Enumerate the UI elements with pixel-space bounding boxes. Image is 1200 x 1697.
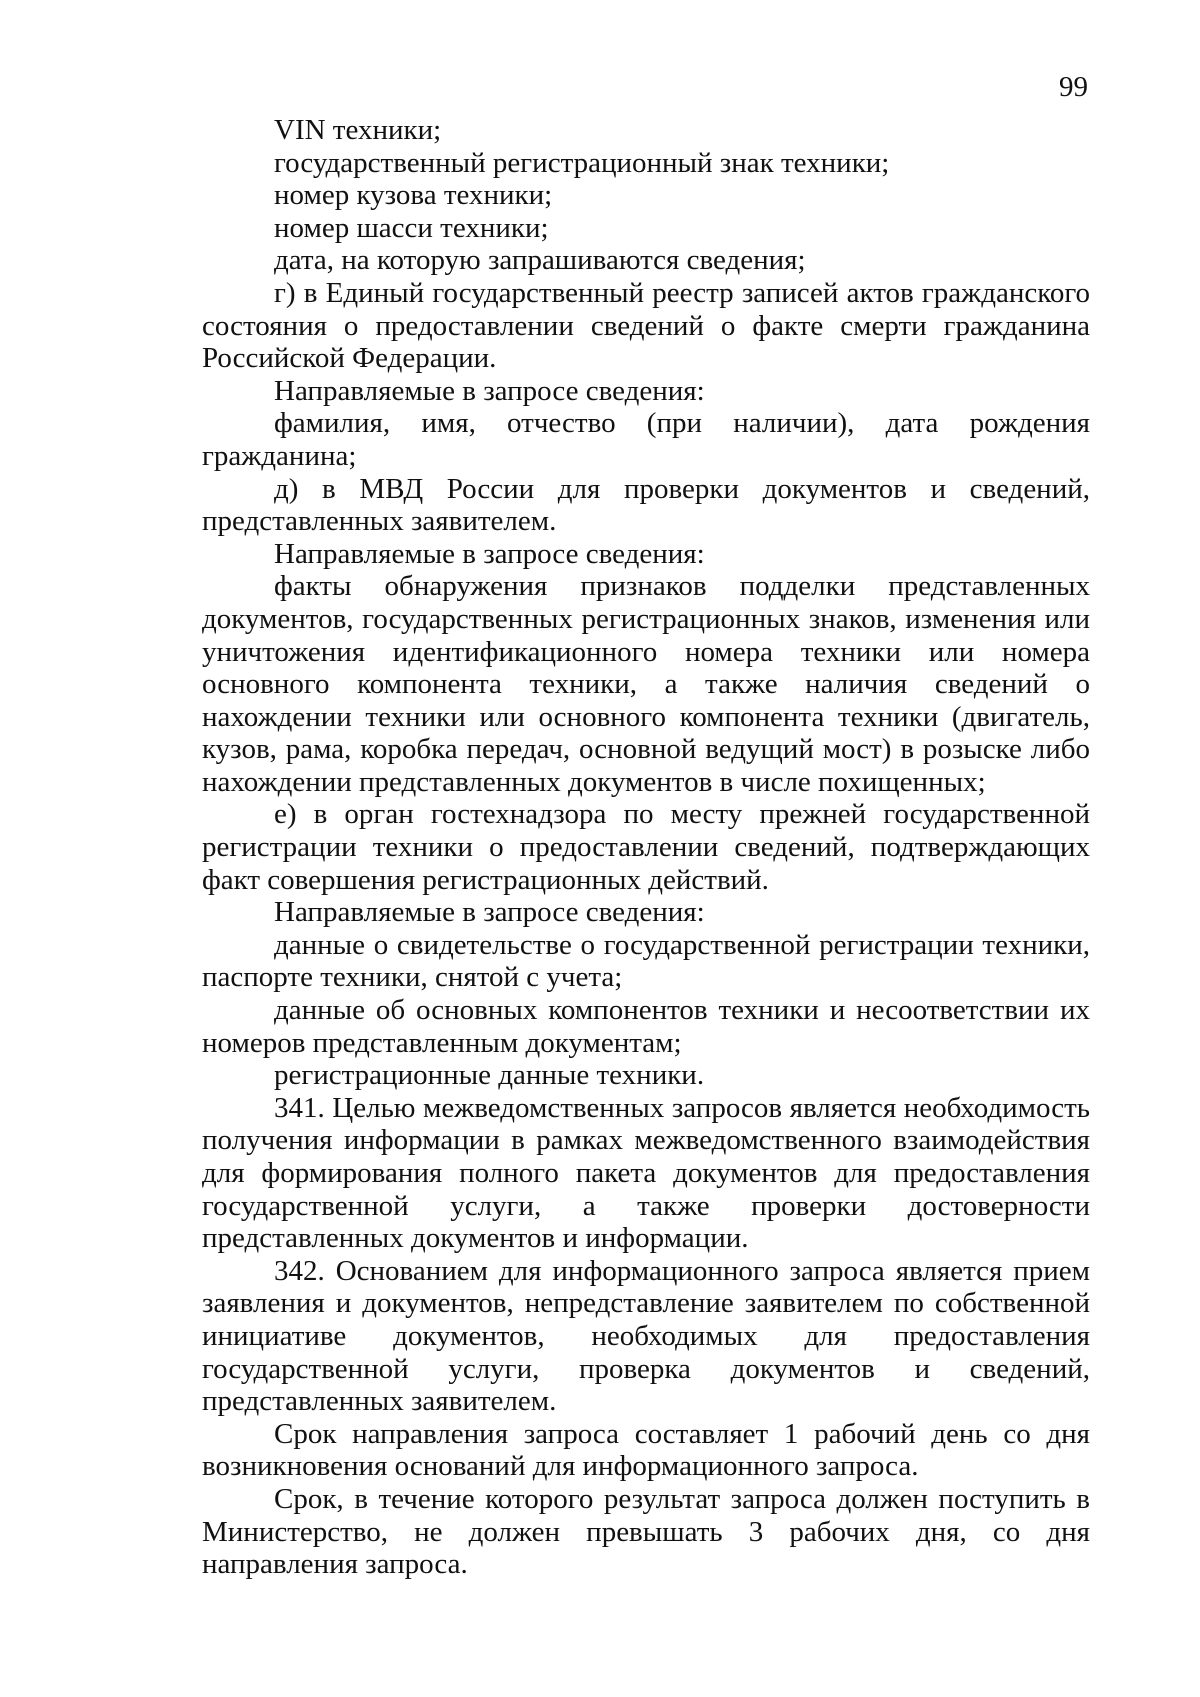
paragraph-registration-data: регистрационные данные техники. xyxy=(274,1059,705,1092)
paragraph-342: 342. Основанием для информационного запроса является прием заявления и документов, непредставление заявителем по собственной инициативе документов, необходимых для предоставления государственной услуги, проверка документов и сведений, представленных заявителем. xyxy=(202,1254,1090,1418)
paragraph-vin: VIN техники; xyxy=(274,114,442,146)
paragraph-forgery-facts: факты обнаружения признаков подделки представленных документов, государственных регистрационных знаков, изменения или уничтожения идентификационного номера техники или номера основного компонента техники, а также наличия сведений о нахождении техники или основного компонента техники (двигатель, кузов, рама, коробка передач, основной ведущий мост) в розыске либо нахождении представленных документов в числе похищенных; xyxy=(202,570,1090,798)
paragraph-request-date: дата, на которую запрашиваются сведения; xyxy=(274,244,806,277)
paragraph-request-info-heading: Направляемые в запросе сведения: xyxy=(274,374,705,407)
paragraph-request-info-heading: Направляемые в запросе сведения: xyxy=(274,537,705,570)
paragraph-chassis-number: номер шасси техники; xyxy=(274,211,549,244)
paragraph-item-d: д) в МВД России для проверки документов и сведений, представленных заявителем. xyxy=(202,472,1090,538)
paragraph-request-deadline: Срок направления запроса составляет 1 рабочий день со дня возникновения оснований для информационного запроса. xyxy=(202,1417,1090,1483)
paragraph-reg-plate: государственный регистрационный знак техники; xyxy=(274,146,890,179)
paragraph-item-e: е) в орган гостехнадзора по месту прежней государственной регистрации техники о предоставлении сведений, подтверждающих факт совершения регистрационных действий. xyxy=(202,798,1090,896)
paragraph-components-data: данные об основных компонентов техники и несоответствии их номеров представленным документам; xyxy=(202,994,1090,1059)
paragraph-item-g: г) в Единый государственный реестр записей актов гражданского состояния о предоставлении сведений о факте смерти гражданина Российской Федерации. xyxy=(202,276,1090,375)
paragraph-341: 341. Целью межведомственных запросов является необходимость получения информации в рамках межведомственного взаимодействия для формирования полного пакета документов для предоставления государственной услуги, а также проверки достоверности представленных документов и информации. xyxy=(202,1091,1090,1255)
paragraph-response-deadline: Срок, в течение которого результат запроса должен поступить в Министерство, не должен превышать 3 рабочих дня, со дня направления запроса. xyxy=(202,1482,1090,1581)
paragraph-citizen-data: фамилия, имя, отчество (при наличии), дата рождения гражданина; xyxy=(202,407,1090,472)
page-number: 99 xyxy=(1059,71,1088,103)
paragraph-body-number: номер кузова техники; xyxy=(274,179,553,212)
paragraph-request-info-heading: Направляемые в запросе сведения: xyxy=(274,896,705,929)
document-body xyxy=(202,114,1090,1581)
paragraph-certificate-data: данные о свидетельстве о государственной регистрации техники, паспорте техники, снятой с учета; xyxy=(202,928,1090,994)
